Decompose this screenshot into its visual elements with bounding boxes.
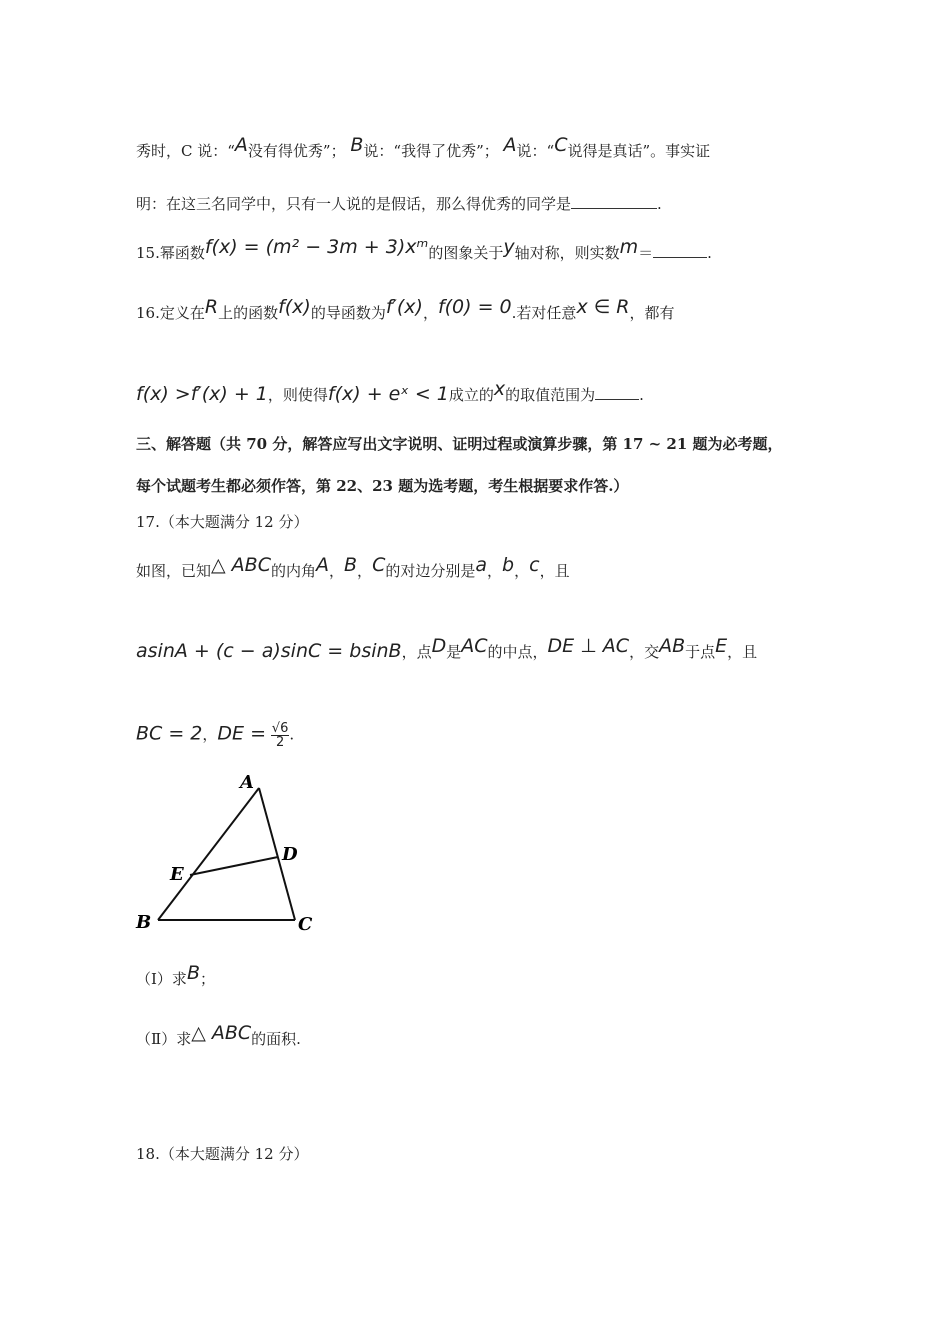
math-var: a [475, 554, 488, 576]
text: 的中点， [487, 643, 548, 661]
edge-AB [158, 788, 259, 920]
math-formula: DE = [217, 722, 267, 745]
math-var: f(x) [278, 296, 311, 318]
question-17-title: 17.（本大题满分 12 分） [136, 513, 309, 531]
text: . [707, 244, 712, 262]
text: 的图象关于 [428, 244, 504, 262]
text: 轴对称，则实数 [514, 244, 620, 262]
math-var: AC [461, 635, 488, 657]
text: 说得是真话”。事实证 [567, 142, 711, 160]
question-18-title: 18.（本大题满分 12 分） [136, 1145, 309, 1163]
math-var: b [502, 554, 515, 576]
question-17-line-1 [136, 554, 570, 581]
answer-blank [595, 387, 639, 400]
text: 成立的 [448, 386, 494, 404]
text: 没有得优秀”； [247, 142, 346, 160]
text: ， [328, 562, 344, 580]
text: 的内角 [270, 562, 316, 580]
math-var: C [554, 134, 568, 156]
math-var: y [503, 236, 515, 258]
question-16 [136, 296, 675, 323]
text: 是 [446, 643, 462, 661]
text: （Ⅱ）求 [136, 1030, 192, 1048]
text: 如图，已知 [136, 562, 212, 580]
text: 上的函数 [218, 304, 279, 322]
question-17-line-2 [136, 635, 758, 662]
math-formula: DE ⊥ AC [547, 635, 630, 657]
section-3-note: 每个试题考生都必须作答，第 22、23 题为选考题，考生根据要求作答.） [136, 477, 629, 495]
text: 15.幂函数 [136, 244, 205, 262]
text: .若对任意 [511, 304, 577, 322]
math-formula: BC = 2 [136, 722, 203, 745]
question-15 [136, 236, 712, 263]
math-formula: f(0) = 0 [437, 296, 512, 318]
text: 于点 [685, 643, 716, 661]
question-17-line-3 [136, 722, 294, 749]
math-var: c [529, 554, 540, 576]
question-17-part-2 [136, 1022, 301, 1049]
question-17-part-1 [136, 962, 215, 989]
text: ； [199, 970, 215, 988]
text: ， [422, 304, 438, 322]
text-line-1 [136, 134, 711, 161]
math-var: x [493, 378, 506, 400]
text: 的取值范围为 [505, 386, 596, 404]
text: 的面积. [251, 1030, 301, 1048]
math-var: E [715, 635, 728, 657]
text: ，且 [539, 562, 570, 580]
label-C: C [298, 914, 313, 935]
label-A: A [240, 772, 254, 793]
math-var: A [234, 134, 248, 156]
math-var: R [204, 296, 219, 318]
text: ，都有 [629, 304, 675, 322]
fraction [271, 722, 290, 749]
math-formula: f(x) + eˣ < 1 [327, 383, 449, 405]
math-var: AB [659, 635, 686, 657]
math-formula: x ∈ R [576, 296, 630, 318]
text: ，则使得 [267, 386, 328, 404]
math-formula: f(x) = (m² − 3m + 3)xᵐ [204, 236, 429, 258]
text: . [289, 725, 295, 744]
label-E: E [170, 864, 184, 885]
text: ， [357, 562, 373, 580]
section-3-header: 三、解答题（共 70 分，解答应写出文字说明、证明过程或演算步骤，第 17 ~ 21 题为必考题， [136, 435, 783, 453]
answer-blank [653, 245, 707, 258]
math-formula: f(x) >f′(x) + 1 [136, 383, 268, 405]
text: ，且 [727, 643, 758, 661]
text: 秀时，C 说：“ [136, 142, 235, 160]
math-var: m [619, 236, 639, 258]
text: . [657, 195, 662, 213]
text: ，交 [629, 643, 660, 661]
fraction-numerator: √6 [271, 721, 289, 736]
text: ， [487, 562, 503, 580]
math-var: f′(x) [385, 296, 423, 318]
text: 明：在这三名同学中，只有一人说的是假话，那么得优秀的同学是 [136, 195, 572, 213]
fraction-denominator: 2 [275, 735, 285, 750]
text: ，点 [401, 643, 432, 661]
text: 说：“ [516, 142, 555, 160]
math-formula: △ ABC [191, 1022, 252, 1044]
text: 说：“我得了优秀”； [363, 142, 499, 160]
math-formula: △ ABC [211, 554, 271, 576]
text: 的导函数为 [310, 304, 386, 322]
label-B: B [136, 912, 152, 933]
math-formula: asinA + (c − a)sinC = bsinB [136, 640, 402, 662]
text: ， [202, 725, 218, 744]
math-var: C [372, 554, 386, 576]
text: （Ⅰ）求 [136, 970, 187, 988]
text: ＝ [638, 244, 654, 262]
math-var: B [350, 134, 364, 156]
math-var: B [186, 962, 200, 984]
math-var: D [431, 635, 447, 657]
text-line-2 [136, 194, 662, 214]
text: . [639, 386, 644, 404]
label-D: D [282, 844, 298, 865]
text: 16.定义在 [136, 304, 205, 322]
math-var: A [503, 134, 517, 156]
text: 的对边分别是 [385, 562, 476, 580]
text: ， [514, 562, 530, 580]
math-var: B [344, 554, 358, 576]
triangle-figure [130, 768, 330, 938]
math-var: A [315, 554, 329, 576]
answer-blank [571, 196, 657, 209]
question-16-cont [136, 378, 644, 405]
